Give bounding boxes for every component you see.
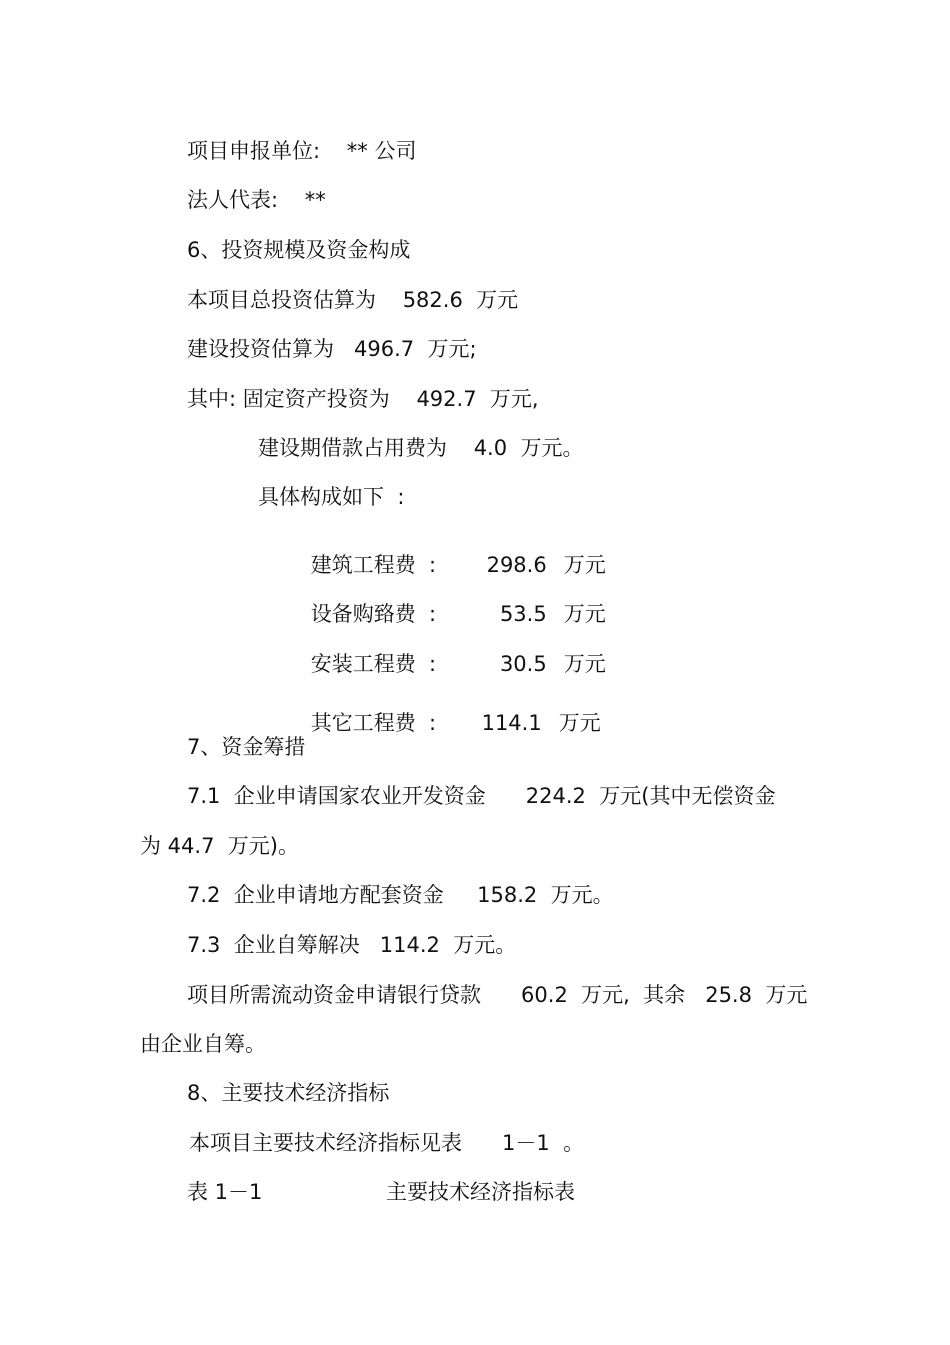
breakdown-unit: 万元	[558, 711, 601, 735]
breakdown-unit: 万元	[563, 553, 606, 577]
construction-investment-line: 建设投资估算为 496.7 万元;	[187, 337, 477, 361]
table-number: 表 1－1	[187, 1180, 263, 1204]
section-6-heading: 6、投资规模及资金构成	[187, 238, 411, 262]
total-investment-line: 本项目总投资估算为 582.6 万元	[187, 288, 519, 312]
breakdown-unit: 万元	[563, 652, 606, 676]
breakdown-label: 安装工程费 :	[310, 652, 437, 676]
breakdown-label: 设备购臵费 :	[310, 602, 437, 626]
fixed-assets-line: 其中: 固定资产投资为 492.7 万元,	[187, 387, 539, 411]
item-7-1-line: 7.1 企业申请国家农业开发资金 224.2 万元(其中无偿资金	[187, 784, 776, 808]
applicant-line: 项目申报单位: ** 公司	[187, 139, 417, 163]
breakdown-label: 建筑工程费 :	[310, 553, 437, 577]
breakdown-value: 30.5	[499, 652, 547, 676]
breakdown-value: 114.1	[481, 711, 542, 735]
breakdown-intro-line: 具体构成如下 :	[258, 485, 405, 509]
item-7-3-line: 7.3 企业自筹解决 114.2 万元。	[187, 933, 517, 957]
breakdown-unit: 万元	[563, 602, 606, 626]
item-7-1-continuation: 为 44.7 万元)。	[140, 834, 299, 858]
breakdown-value: 298.6	[486, 553, 547, 577]
legal-representative-line: 法人代表: **	[187, 188, 326, 212]
section-8-heading: 8、主要技术经济指标	[187, 1081, 390, 1105]
item-7-2-line: 7.2 企业申请地方配套资金 158.2 万元。	[187, 883, 614, 907]
breakdown-value: 53.5	[499, 602, 547, 626]
table-title: 主要技术经济指标表	[386, 1180, 575, 1204]
breakdown-label: 其它工程费 :	[310, 711, 437, 735]
indicator-reference-line: 本项目主要技术经济指标见表 1－1 。	[189, 1131, 585, 1155]
working-capital-continuation: 由企业自筹。	[140, 1032, 266, 1056]
section-7-heading: 7、资金筹措	[187, 735, 306, 759]
working-capital-line: 项目所需流动资金申请银行贷款 60.2 万元, 其余 25.8 万元	[187, 983, 808, 1007]
breakdown-row	[284, 684, 601, 762]
loan-fee-line: 建设期借款占用费为 4.0 万元。	[258, 436, 584, 460]
